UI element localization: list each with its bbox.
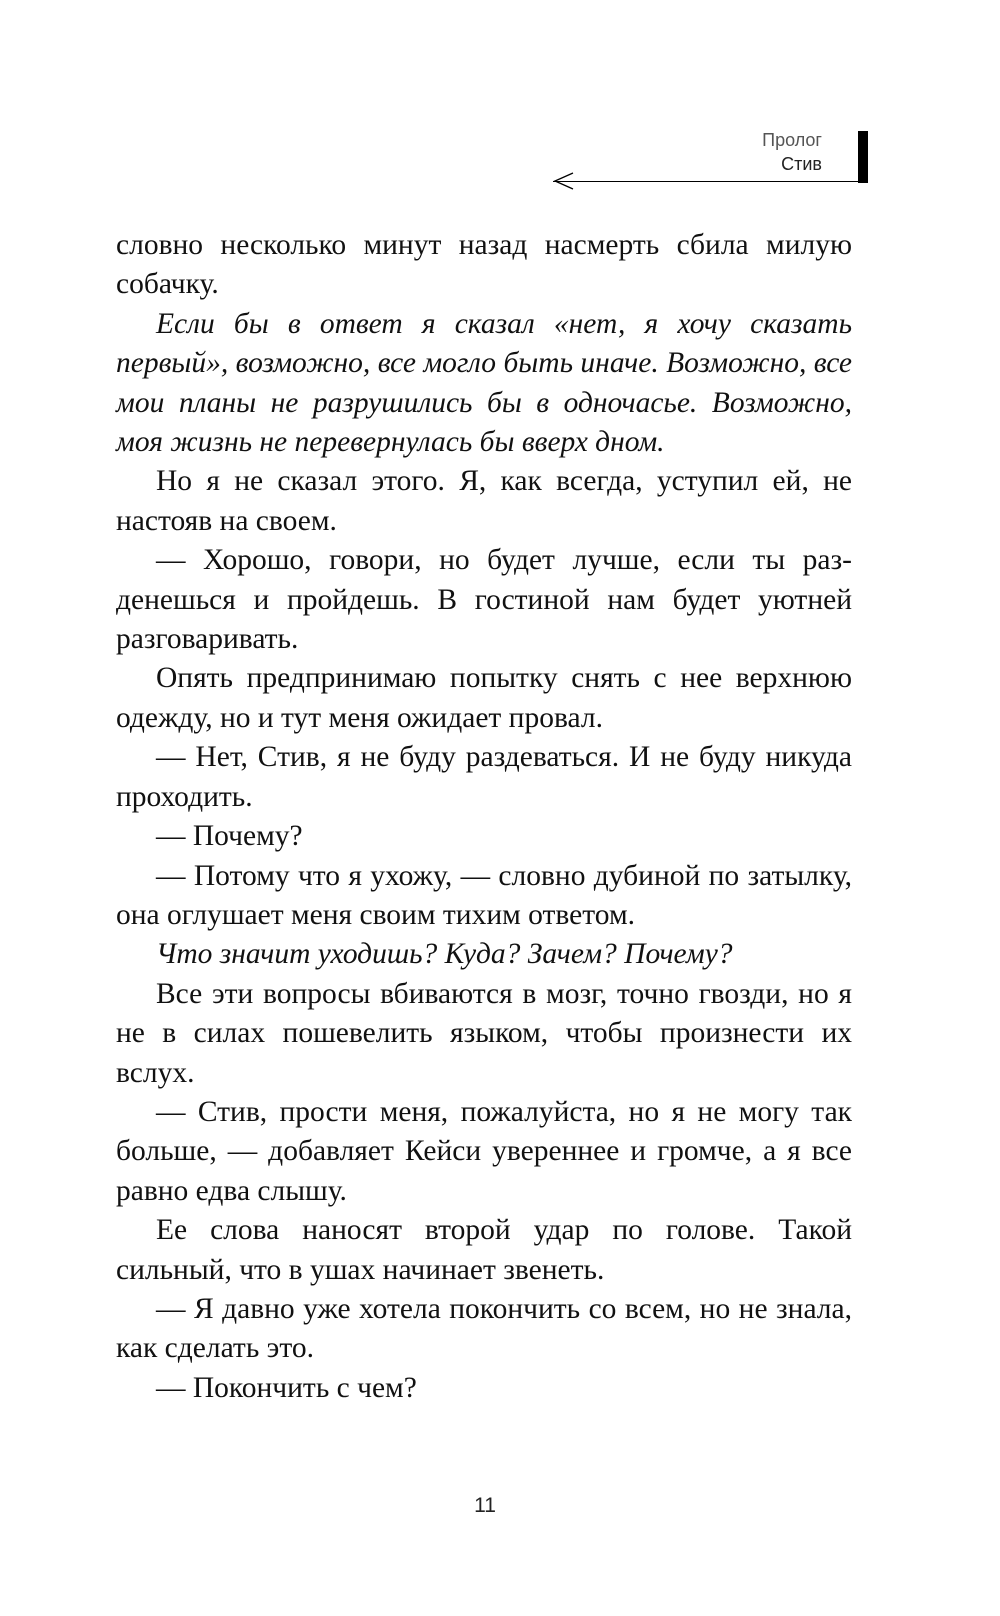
paragraph: Все эти вопросы вбиваются в мозг, точно гвозди, но я не в силах пошевелить языком, чтобы произнести их вслух.	[116, 977, 852, 1089]
paragraph: — Нет, Стив, я не буду раздеваться. И не буду никуда проходить.	[116, 741, 852, 813]
running-header-part: Пролог	[762, 130, 822, 150]
page-number: 11	[474, 1494, 496, 1517]
paragraph: — Почему?	[156, 820, 303, 853]
paragraph: Если бы в ответ я сказал «нет, я хочу сказать первый», возможно, все могло быть иначе. Возможно, все мои планы не разрушились бы в одночасье. Возможно, моя жизнь не перевернулась бы вверх дном.	[116, 307, 852, 459]
header-marker-bar	[858, 131, 868, 183]
paragraph: Ее слова наносят второй удар по голове. Такой сильный, что в ушах начинает звенеть.	[116, 1214, 852, 1286]
header-arrow-icon	[553, 170, 575, 192]
paragraph: Что значит уходишь? Куда? Зачем? Почему?	[156, 938, 733, 971]
paragraph: — Потому что я ухожу, — словно дубиной по затылку, она оглушает меня своим тихим ответом.	[116, 859, 852, 931]
body-text	[116, 226, 852, 1408]
paragraph: Опять предпринимаю попытку снять с нее верхнюю одежду, но и тут меня ожидает провал.	[116, 662, 852, 734]
running-header	[762, 128, 822, 176]
paragraph: — Я давно уже хотела покончить со всем, но не знала, как сделать это.	[116, 1292, 852, 1365]
paragraph: — Покончить с чем?	[156, 1371, 417, 1404]
running-header-chapter: Стив	[781, 154, 822, 174]
paragraph: словно несколько минут назад насмерть сбила милую собачку.	[116, 229, 852, 301]
paragraph: — Хорошо, говори, но будет лучше, если ты разденешься и пройдешь. В гостиной нам будет уютней разговаривать.	[116, 544, 852, 656]
paragraph: Но я не сказал этого. Я, как всегда, уступил ей, не настояв на своем.	[116, 465, 852, 537]
paragraph: — Стив, прости меня, пожалуйста, но я не могу так больше, — добавляет Кейси увереннее и громче, а я все равно едва слышу.	[116, 1095, 852, 1207]
header-rule	[553, 181, 858, 182]
